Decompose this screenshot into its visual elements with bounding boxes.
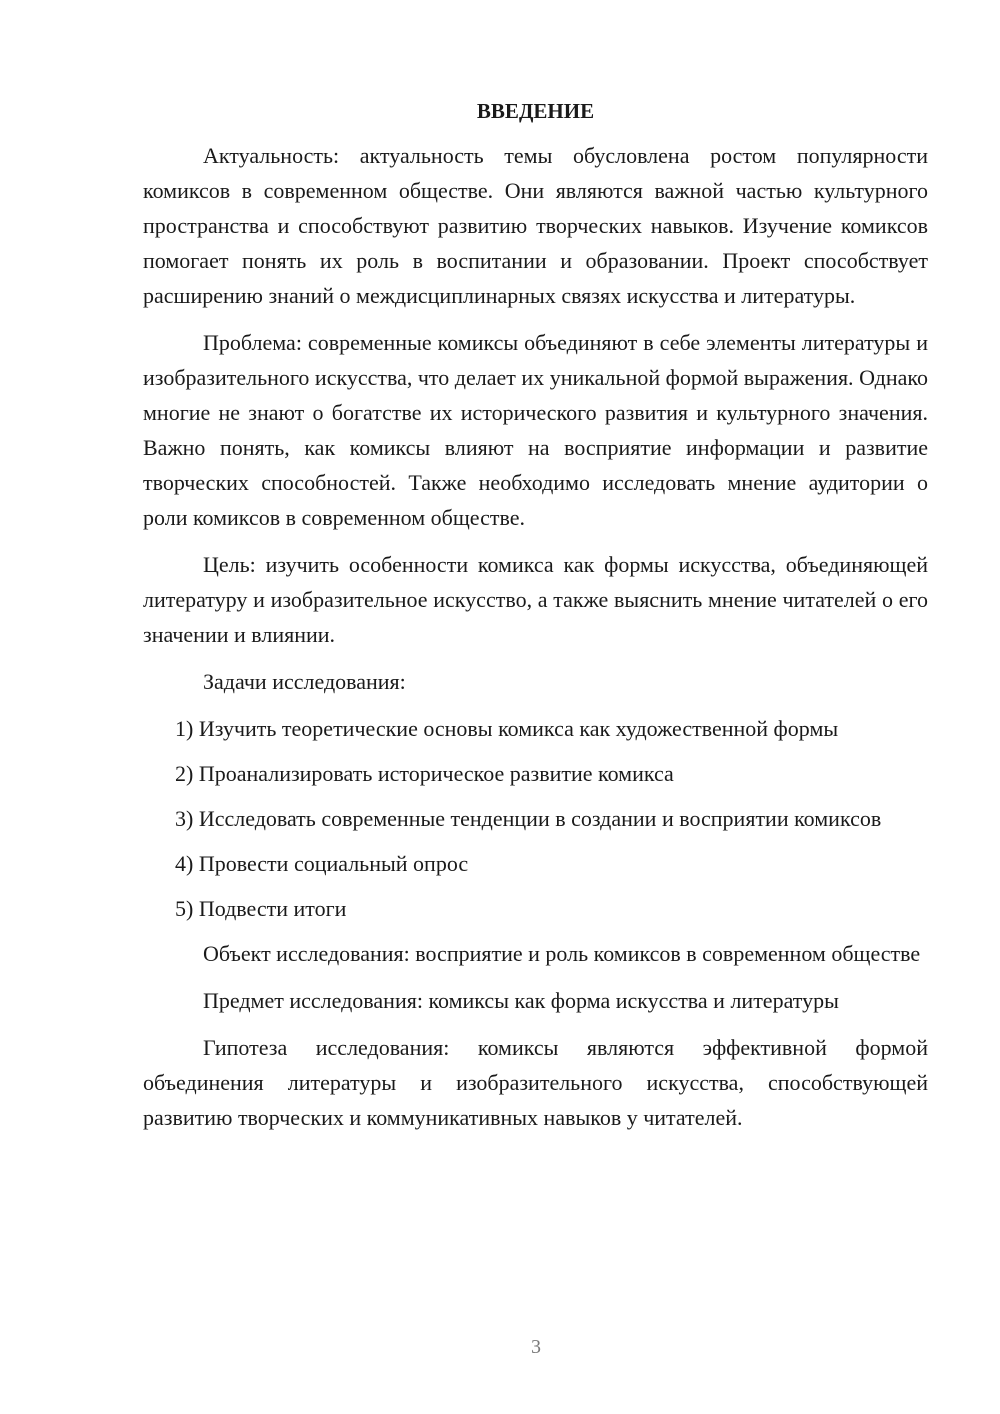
page-number: 3: [531, 1336, 541, 1358]
subject-paragraph: Предмет исследования: комиксы как форма искусства и литературы: [203, 988, 839, 1013]
page-content: [143, 96, 928, 1147]
relevance-paragraph: Актуальность: актуальность темы обусловлена ростом популярности комиксов в современном обществе. Они являются важной частью культурного пространства и способствуют развитию творческих навыков. Изучение комиксов помогает понять их роль в воспитании и образовании. Проект способствует расширению знаний о междисциплинарных связях искусства и литературы.: [143, 143, 928, 308]
tasks-heading: Задачи исследования:: [203, 669, 406, 694]
task-item: 2) Проанализировать историческое развитие комикса: [175, 761, 674, 786]
hypothesis-paragraph: Гипотеза исследования: комиксы являются эффективной формой объединения литературы и изобразительного искусства, способствующей развитию творческих и коммуникативных навыков у читателей.: [143, 1035, 928, 1130]
problem-paragraph: Проблема: современные комиксы объединяют в себе элементы литературы и изобразительного искусства, что делает их уникальной формой выражения. Однако многие не знают о богатстве их исторического развития и культурного значения. Важно понять, как комиксы влияют на восприятие информации и развитие творческих способностей. Также необходимо исследовать мнение аудитории о роли комиксов в современном обществе.: [143, 330, 928, 530]
goal-paragraph: Цель: изучить особенности комикса как формы искусства, объединяющей литературу и изобразительное искусство, а также выяснить мнение читателей о его значении и влиянии.: [143, 552, 928, 647]
task-item: 5) Подвести итоги: [175, 896, 347, 921]
task-item: 3) Исследовать современные тенденции в создании и восприятии комиксов: [175, 806, 882, 831]
task-item: 1) Изучить теоретические основы комикса как художественной формы: [175, 716, 839, 741]
object-paragraph: Объект исследования: восприятие и роль комиксов в современном обществе: [203, 941, 921, 966]
task-item: 4) Провести социальный опрос: [175, 851, 469, 876]
page-title: ВВЕДЕНИЕ: [476, 99, 595, 123]
